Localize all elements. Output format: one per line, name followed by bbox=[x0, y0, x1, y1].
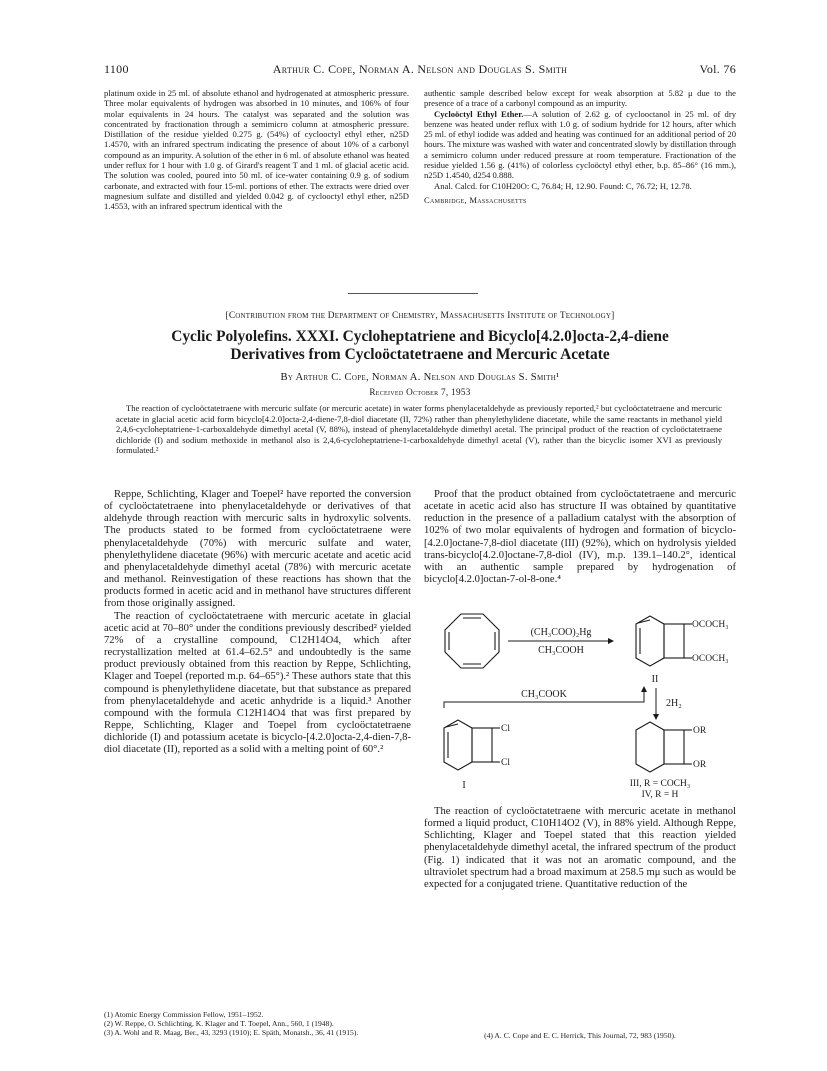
previous-article-left-column bbox=[104, 88, 409, 212]
cyclooctatetraene-structure bbox=[445, 614, 499, 668]
article-separator bbox=[348, 293, 478, 294]
analysis-line: Anal. Calcd. for C10H20O: C, 76.84; H, 12.90. Found: C, 76.72; H, 12.78. bbox=[434, 180, 692, 191]
volume-label: Vol. 76 bbox=[699, 62, 736, 76]
running-title: Arthur C. Cope, Norman A. Nelson and Douglas S. Smith bbox=[272, 62, 568, 76]
footnote-3: (3) A. Wohl and R. Maag, Ber., 43, 3293 (1910); E. Späth, Monatsh., 36, 41 (1915). bbox=[104, 1028, 359, 1038]
compound-label-III: III, R = COCH₃ bbox=[629, 779, 691, 789]
abstract: The reaction of cycloöctatetraene with mercuric sulfate (or mercuric acetate) in water forms phenylacetaldehyde as previously reported,² but cycloöctatetraene and mercuric acetate in glacial acetic acid form bicyclo[4.2.0]octa-2,4-diene-7,8-diol diacetate (II, 72%) rather than phenylethylidene diacetate, while the same reactants in methanol yield 2,4,6-cycloheptatriene-1-carboxaldehyde dimethyl acetal (V, 88%), instead of phenylacetaldehyde dimethyl acetal. The principal product of the reaction of cycloöctatetraene dichloride (I) and sodium methoxide in methanol also is 2,4,6-cycloheptatriene-1-carboxaldehyde dimethyl acetal (V), rather than the bicyclic isomer XVI as previously formulated.² bbox=[116, 403, 722, 456]
compound-label-I: I bbox=[462, 780, 466, 791]
substituent-or-bottom: OR bbox=[693, 760, 707, 770]
compound-label-II: II bbox=[651, 674, 659, 685]
footnote-4: (4) A. C. Cope and E. C. Herrick, This Journal, 72, 983 (1950). bbox=[484, 1031, 676, 1040]
body-right-column bbox=[424, 489, 736, 586]
reagent-mercuric-acetate: (CH₃COO)₂Hg bbox=[530, 627, 592, 638]
article-title-line-2: Derivatives from Cycloöctatetraene and Mercuric Acetate bbox=[230, 346, 610, 363]
received-date: Received October 7, 1953 bbox=[369, 387, 471, 397]
page-number: 1100 bbox=[104, 62, 129, 76]
reagent-acetic-acid: CH₃COOH bbox=[538, 645, 584, 656]
experimental-text: —A solution of 2.62 g. of cyclooctanol in 25 ml. of dry benzene was heated under reflux with 1.0 g. of sodium hydride for 12 hours, after which 25 ml. of ethyl iodide was added and heating was continued for an additional period of 20 hours. The mixture was washed with water and concentrated slowly by distillation through a semimicro column under reduced pressure at room temperature. Fractionation of the residue yielded 1.56 g. (41%) of colorless cycloöctyl ethyl ether, b.p. 85–86° (16 mm.), n25D 1.4540, d254 0.888. bbox=[424, 108, 736, 181]
footnote-2: (2) W. Reppe, O. Schlichting, K. Klager and T. Toepel, Ann., 560, 1 (1948). bbox=[104, 1019, 334, 1029]
reagent-hydrogen: 2H₂ bbox=[666, 698, 682, 709]
compound-label-IV: IV, R = H bbox=[641, 790, 679, 800]
substituent-acetoxy-top: OCOCH₃ bbox=[692, 620, 729, 630]
body-paragraph-1: Reppe, Schlichting, Klager and Toepel² have reported the conversion of cycloöctatetraene into phenylacetaldehyde or derivatives of that aldehyde through reaction with mercuric salts in hydroxylic solvents. The products stated to be formed from cycloöctatetraene were phenylacetaldehyde (70%) with mercuric sulfate and water, phenylethylidene diacetate (96%) with mercuric acetate and acetic acid and phenylacetaldehyde dimethyl acetal (78%) with mercuric acetate and methanol. Reinvestigation of these reactions has shown that the products formed in acetic acid and in methanol have structures different from those originally assigned. bbox=[104, 489, 411, 610]
experimental-paragraph bbox=[424, 109, 736, 181]
arrow-head bbox=[608, 638, 614, 644]
substituent-acetoxy-bottom: OCOCH₃ bbox=[692, 654, 729, 664]
dichloride-structure bbox=[444, 720, 500, 770]
hydrogenation-arrow-head bbox=[653, 714, 659, 720]
substituent-chloro-top: Cl bbox=[501, 724, 510, 734]
koac-arrow-head bbox=[641, 686, 647, 692]
substituent-or-top: OR bbox=[693, 726, 707, 736]
footnote-1: (1) Atomic Energy Commission Fellow, 1951–1952. bbox=[104, 1010, 264, 1019]
author-byline: By Arthur C. Cope, Norman A. Nelson and Douglas S. Smith¹ bbox=[280, 372, 560, 383]
body-paragraph-4: The reaction of cycloöctatetraene with mercuric acetate in methanol formed a liquid product, C10H14O2 (V), in 88% yield. Although Reppe, Schlichting, Klager and Toepel stated that this reaction yielded phenylacetaldehyde dimethyl acetal, the infrared spectrum of the product (Fig. 1) indicated that it was not an aromatic compound, and the ultraviolet spectrum had a broad maximum at 258.5 mμ such as would be expected for a conjugated triene. Quantitative reduction of the bbox=[424, 806, 736, 890]
diacetate-structure bbox=[636, 616, 692, 666]
previous-article-left-text: platinum oxide in 25 ml. of absolute ethanol and hydrogenated at atmospheric pressure. Three molar equivalents of hydrogen was absorbed in 10 minutes, and 106% of four molar equivalents in 24 hours. The catalyst was separated and the solution was concentrated by fractionation through a semimicro column at atmospheric pressure. Distillation of the residue yielded 0.275 g. (54%) of cyclooctyl ethyl ether, n25D 1.4570, with an infrared spectrum indicating the presence of about 10% of a carbonyl compound as an impurity. A solution of the ether in 6 ml. of absolute ethanol was heated under reflux for 1 hour with 1.0 g. of Girard's reagent T and 1 ml. of glacial acetic acid. The solution was cooled, poured into 50 ml. of ice-water containing 0.9 g. of sodium carbonate, and extracted with four 15-ml. portions of ether. The extracts were dried over magnesium sulfate and distilled and yielded 0.042 g. of cyclooctyl ethyl ether, n25D 1.4553, with an infrared spectrum identical with the bbox=[104, 88, 409, 212]
footnotes bbox=[104, 1010, 411, 1038]
article-title bbox=[104, 328, 736, 364]
body-left-column bbox=[104, 489, 411, 756]
reagent-potassium-acetate: CH₃COOK bbox=[521, 689, 567, 700]
body-right-column-lower bbox=[424, 806, 736, 891]
saturated-bicyclic-structure bbox=[636, 722, 692, 772]
institution-location: Cambridge, Massachusetts bbox=[424, 194, 527, 205]
experimental-heading: Cycloöctyl Ethyl Ether. bbox=[434, 108, 524, 119]
article-title-line-1: Cyclic Polyolefins. XXXI. Cycloheptatriene and Bicyclo[4.2.0]octa-2,4-diene bbox=[171, 328, 669, 345]
body-paragraph-3: Proof that the product obtained from cycloöctatetraene and mercuric acetate in acetic acid also has structure II was obtained by quantitative reduction in the presence of a palladium catalyst with the absorption of 102% of two molar equivalents of hydrogen and formation of bicyclo-[4.2.0]octane-7,8-diol diacetate (III) (92%), which on hydrolysis yielded trans-bicyclo[4.2.0]octane-7,8-diol (IV), m.p. 139.1–140.2°, identical with an authentic sample prepared by hydrogenation of bicyclo[4.2.0]octan-7-ol-8-one.⁴ bbox=[424, 489, 736, 586]
reaction-scheme bbox=[424, 610, 736, 800]
previous-article-right-column bbox=[424, 88, 736, 205]
substituent-chloro-bottom: Cl bbox=[501, 758, 510, 768]
previous-article-right-text: authentic sample described below except for weak absorption at 5.82 μ due to the presence of a trace of a carbonyl compound as an impurity. bbox=[424, 88, 736, 109]
contribution-line: [Contribution from the Department of Chemistry, Massachusetts Institute of Technology] bbox=[225, 311, 615, 321]
body-paragraph-2: The reaction of cycloöctatetraene with mercuric acetate in glacial acetic acid at 70–80° under the conditions previously described² yielded 72% of a crystalline compound, C12H14O4, which after recrystallization melted at 61.4–62.5° and undoubtedly is the same product previously obtained from this reaction by Reppe, Schlichting, Klager and Toepel (reported m.p. 64–65°).² These authors state that this compound is phenylethylidene diacetate, but that substance as prepared from phenylacetaldehyde and acetic anhydride is a liquid.³ Another compound with the formula C12H14O4 that was first prepared by Reppe, Schlichting, Klager and Toepel from cycloöctatetraene dichloride (I) and potassium acetate is bicyclo-[4.2.0]octa-2,4-dien-7,8-diol diacetate (II), reported as a solid with a melting point of 60°.² bbox=[104, 610, 411, 756]
